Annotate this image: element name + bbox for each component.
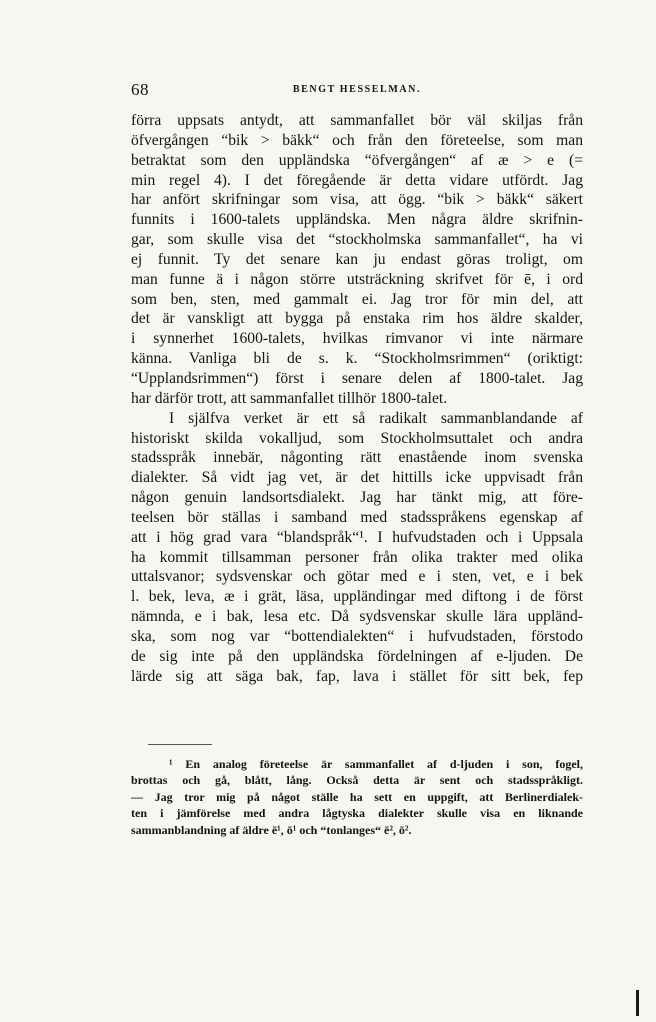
footnote-line: ten i jämförelse med andra lågtyska dialekter skulle visa en liknande — [131, 806, 583, 821]
footnote-line: ¹ En analog företeelse är sammanfallet af d-ljuden i son, fogel, — [169, 757, 583, 771]
text-line: de sig inte på den uppländska fördelningen af e-ljuden. De — [131, 647, 583, 665]
running-title: BENGT HESSELMAN. — [292, 84, 422, 95]
text-line: man funne ä i någon större utsträckning skrifvet för ē, i ord — [131, 270, 583, 288]
text-line: öfvergången “bik > bäkk“ och från den företeelse, som man — [131, 131, 583, 149]
text-line: gar, som skulle visa det “stockholmska sammanfallet“, ha vi — [131, 231, 583, 249]
footnote-divider — [148, 744, 212, 745]
text-line: historiskt skilda vokalljud, som Stockholmsuttalet och andra — [131, 429, 583, 447]
text-line: att i hög grad vara “blandspråk“¹. I hufvudstaden och i Uppsala — [131, 528, 583, 546]
text-line: ha kommit tillsamman personer från olika trakter med olika — [131, 548, 583, 566]
text-line: nämnda, e i bak, lesa etc. Då sydsvenskar skulle lära uppländ- — [131, 608, 583, 626]
text-line: ej funnit. Ty det senare kan ju endast göras troligt, om — [131, 250, 583, 268]
text-line: lärde sig att säga bak, fap, lava i stället för sitt bek, fep — [131, 667, 583, 685]
text-line: I själfva verket är ett så radikalt sammanblandande af — [169, 409, 583, 427]
text-line: stadsspråk innebär, någonting rätt enastående inom svenska — [131, 449, 583, 467]
text-line: teelsen bör ställas i samband med stadsspråkens egenskap af — [131, 508, 583, 526]
text-line: känna. Vanliga bli de s. k. “Stockholmsrimmen“ (oriktigt: — [131, 350, 583, 368]
text-line: det är vanskligt att bygga på enstaka rim hos äldre skalder, — [131, 310, 583, 328]
footnotes — [131, 756, 583, 838]
text-line: funnits i 1600-talets uppländska. Men några äldre skrifnin- — [131, 211, 583, 229]
text-line: någon genuin landsortsdialekt. Jag har tänkt mig, att före- — [131, 489, 583, 507]
text-line: förra uppsats antydt, att sammanfallet bör väl skiljas från — [131, 112, 583, 129]
text-line: uttalsvanor; sydsvenskar och götar med e i sten, vet, e i bek — [131, 568, 583, 586]
text-line: som ben, sten, med gammalt ei. Jag tror för min del, att — [131, 290, 583, 308]
footnote-line: brottas och gå, blått, lång. Också detta är sent och stadsspråkligt. — [131, 773, 583, 788]
text-line: betraktat som den uppländska “öfvergången“ af æ > e (= — [131, 151, 583, 169]
text-line: min regel 4). I det föregående är detta vidare utfördt. Jag — [131, 171, 583, 189]
body-text — [131, 111, 583, 686]
text-line: har därför trott, att sammanfallet tillhör 1800-talet. — [131, 389, 448, 407]
running-head — [131, 80, 583, 102]
footnote-line: — Jag tror mig på något ställe ha sett en uppgift, att Berlinerdialek- — [131, 789, 583, 804]
text-line: har anfört skrifningar som visa, att ögg. “bik > bäkk“ säkert — [131, 191, 583, 209]
text-line: dialekter. Så vidt jag vet, är det hittills icke uppvisadt från — [131, 469, 583, 487]
scan-margin-mark — [636, 990, 639, 1016]
text-line: “Upplandsrimmen“) först i senare delen af 1800-talet. Jag — [131, 369, 583, 387]
text-line: i synnerhet 1600-talets, hvilkas rimvanor vi inte närmare — [131, 330, 583, 348]
page-number: 68 — [131, 80, 149, 99]
text-line: l. bek, leva, æ i grät, läsa, uppländingar med diftong i de först — [131, 588, 583, 606]
footnote-line: sammanblandning af äldre ē¹, ō¹ och “tonlanges“ ē², ō². — [131, 822, 412, 837]
text-line: ska, som nog var “bottendialekten“ i hufvudstaden, förstodo — [131, 627, 583, 645]
